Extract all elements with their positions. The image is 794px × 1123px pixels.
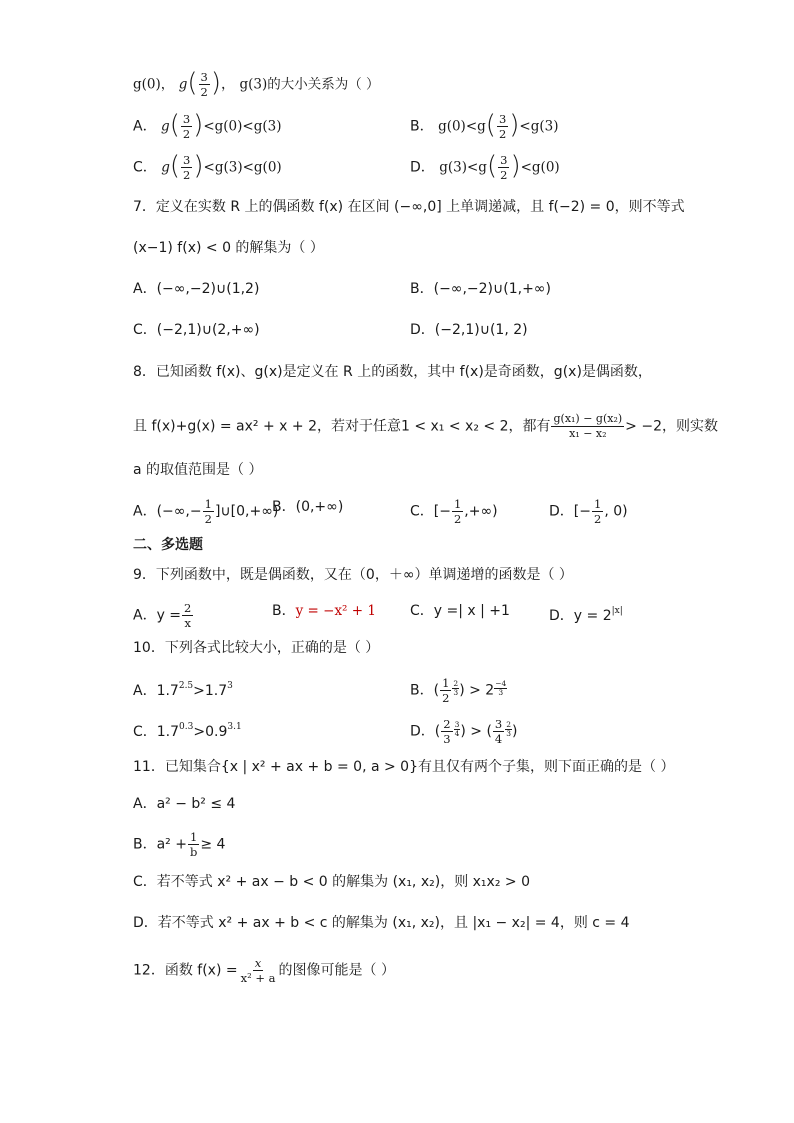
q6-option-c[interactable]: C． g( $\frac{3}{2}$ )<g(3)<g(0) [133,150,282,182]
q9-option-b-expr: y = −x² + 1 [295,603,376,619]
q8-stem-line2: 且 f(x)+g(x) = ax² + x + 2，若对于任意1 < x₁ < x₂ < 2，都有 $\frac{\text{g(x₁) − g(x₂)}}{\text{x₁ − x₂}}$ > −2，则实数 [133,412,718,440]
fraction: $\frac{3}{2}$ [200,70,208,99]
q9-option-d[interactable]: D．$y = 2^{|x|}$ [549,606,623,624]
q7-option-a[interactable]: A．(−∞,−2)∪(1,2) [133,281,260,297]
q7-option-d[interactable]: D．(−2,1)∪(1, 2) [410,322,528,338]
q8-option-b[interactable]: B．(0,+∞) [272,499,344,515]
q6-option-d[interactable]: D． g(3)<g( $\frac{3}{2}$ )<g(0) [410,150,560,182]
q9-option-a[interactable]: A．y = $\frac{2}{x}$ [133,601,192,630]
q8-stem-line3: a 的取值范围是（ ） [133,462,263,478]
q7-option-c[interactable]: C．(−2,1)∪(2,+∞) [133,322,260,338]
q10-stem: 10．下列各式比较大小，正确的是（ ） [133,640,380,656]
q6-option-a[interactable]: A． g( $\frac{3}{2}$ )<g(0)<g(3) [133,109,282,141]
q9-option-b[interactable]: B．y = −x² + 1 [272,603,376,619]
q6-middle: ， [221,76,236,93]
q8-stem-line1: 8．已知函数 f(x)、g(x)是定义在 R 上的函数，其中 f(x)是奇函数，g(x)是偶函数， [133,364,652,380]
q12-stem: 12．函数 f(x) = $\frac{x}{\text{x² + a}}$ 的图像可能是（ ） [133,956,395,985]
q10-option-c[interactable]: C．$1.7^{0.3}>0.9^{3.1}$ [133,722,242,740]
q7-stem-line1: 7．定义在实数 R 上的偶函数 f(x) 在区间 (−∞,0] 上单调递减，且 f(−2) = 0，则不等式 [133,199,685,215]
q7-stem-line2: (x−1) f(x) < 0 的解集为（ ） [133,240,324,256]
q9-option-c[interactable]: C．y =| x | +1 [410,603,510,619]
q6-stem-tail: g(0)， g( $\frac{3}{2}$ )， g(3)的大小关系为（ ） [133,67,380,99]
q8-option-c[interactable]: C．[− $\frac{1}{2}$ ,+∞) [410,497,498,526]
section-title: 二、多选题 [133,537,203,553]
q11-stem: 11．已知集合{x | x² + ax + b = 0, a > 0}有且仅有两个子集，则下面正确的是（ ） [133,759,675,775]
q11-option-c[interactable]: C．若不等式 x² + ax − b < 0 的解集为 (x₁, x₂)，则 x₁x₂ > 0 [133,874,530,890]
q10-option-b[interactable]: B．( $\frac{1}{2}$ $\frac{2}{3}$ ) > 2 $\frac{-4}{3}$ [410,676,507,705]
q7-option-b[interactable]: B．(−∞,−2)∪(1,+∞) [410,281,551,297]
q10-option-a[interactable]: A．$1.7^{2.5}>1.7^3$ [133,681,233,699]
g-symbol: g [178,76,188,93]
q8-option-d[interactable]: D．[− $\frac{1}{2}$ , 0) [549,497,628,526]
q11-option-d[interactable]: D．若不等式 x² + ax + b < c 的解集为 (x₁, x₂)，且 |x₁ − x₂| = 4，则 c = 4 [133,915,630,931]
q11-option-a[interactable]: A．a² − b² ≤ 4 [133,796,236,812]
q6-prefix: g(0)， [133,76,175,93]
q11-option-b[interactable]: B．a² + $\frac{1}{b}$ ≥ 4 [133,830,226,859]
q8-option-a[interactable]: A．(−∞,− $\frac{1}{2}$ ]∪[0,+∞) [133,497,279,526]
q12-fraction: $\frac{x}{\text{x² + a}}$ [240,956,276,985]
q10-option-d[interactable]: D．( $\frac{2}{3}$ $\frac{3}{4}$ ) > ( $\frac{3}{4}$ $\frac{2}{3}$ ) [410,717,518,746]
q6-suffix: g(3)的大小关系为（ ） [239,76,380,93]
q6-option-b[interactable]: B． g(0)<g( $\frac{3}{2}$ )<g(3) [410,109,559,141]
q9-stem: 9．下列函数中，既是偶函数，又在（0，＋∞）单调递增的函数是（ ） [133,567,573,583]
q8-fraction: $\frac{\text{g(x₁) − g(x₂)}}{\text{x₁ − x₂}}$ [553,412,623,440]
